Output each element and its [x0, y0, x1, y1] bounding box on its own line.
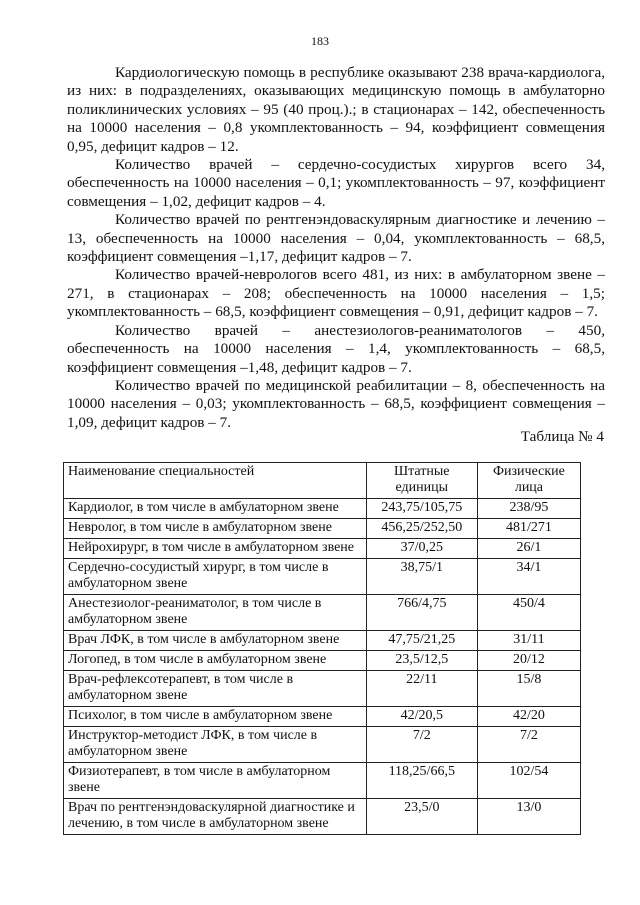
cell-staff-units: 38,75/1 — [366, 559, 477, 595]
cell-specialty: Нейрохирург, в том числе в амбулаторном звене — [64, 539, 367, 559]
cell-staff-units: 7/2 — [366, 727, 477, 763]
paragraph: Количество врачей по медицинской реабилитации – 8, обеспеченность на 10000 населения – 0,03; укомплектованность – 68,5, коэффициент совмещения – 1,09, дефицит кадров – 7. — [67, 376, 605, 431]
cell-staff-units: 23,5/12,5 — [366, 651, 477, 671]
table-row — [64, 519, 581, 539]
cell-persons: 238/95 — [477, 499, 580, 519]
table-row — [64, 559, 581, 595]
cell-specialty: Физиотерапевт, в том числе в амбулаторном звене — [64, 763, 367, 799]
page-number: 183 — [311, 34, 329, 48]
table-row — [64, 595, 581, 631]
cell-staff-units: 42/20,5 — [366, 707, 477, 727]
table-row — [64, 763, 581, 799]
cell-staff-units: 47,75/21,25 — [366, 631, 477, 651]
cell-persons: 481/271 — [477, 519, 580, 539]
body-text — [67, 64, 605, 432]
cell-staff-units: 766/4,75 — [366, 595, 477, 631]
paragraph: Количество врачей-неврологов всего 481, из них: в амбулаторном звене – 271, в стационарах – 208; обеспеченность на 10000 населения – 1,5; укомплектованность – 68,5, коэффициент совмещения – 0,91, дефицит кадров – 7. — [67, 266, 605, 321]
cell-staff-units: 118,25/66,5 — [366, 763, 477, 799]
cell-specialty: Инструктор-методист ЛФК, в том числе в амбулаторном звене — [64, 727, 367, 763]
cell-specialty: Логопед, в том числе в амбулаторном звене — [64, 651, 367, 671]
cell-specialty: Врач по рентгенэндоваскулярной диагностике и лечению, в том числе в амбулаторном звене — [64, 799, 367, 835]
staffing-table — [63, 462, 581, 835]
table-row — [64, 671, 581, 707]
header-specialty: Наименование специальностей — [64, 463, 367, 499]
header-persons: Физические лица — [477, 463, 580, 499]
table-row — [64, 499, 581, 519]
cell-persons: 450/4 — [477, 595, 580, 631]
paragraph: Количество врачей – сердечно-сосудистых хирургов всего 34, обеспеченность на 10000 населения – 0,1; укомплектованность – 97, коэффициент совмещения – 1,02, дефицит кадров – 4. — [67, 156, 605, 210]
table-row — [64, 799, 581, 835]
cell-specialty: Сердечно-сосудистый хирург, в том числе в амбулаторном звене — [64, 559, 367, 595]
cell-persons: 13/0 — [477, 799, 580, 835]
cell-staff-units: 243,75/105,75 — [366, 499, 477, 519]
cell-staff-units: 456,25/252,50 — [366, 519, 477, 539]
table-row — [64, 651, 581, 671]
table-body — [64, 499, 581, 835]
cell-persons: 20/12 — [477, 651, 580, 671]
table-header-row — [64, 463, 581, 499]
cell-persons: 31/11 — [477, 631, 580, 651]
cell-persons: 34/1 — [477, 559, 580, 595]
header-staff-units: Штатные единицы — [366, 463, 477, 499]
cell-persons: 15/8 — [477, 671, 580, 707]
table-row — [64, 539, 581, 559]
cell-persons: 42/20 — [477, 707, 580, 727]
cell-persons: 26/1 — [477, 539, 580, 559]
cell-staff-units: 22/11 — [366, 671, 477, 707]
table-caption: Таблица № 4 — [520, 428, 604, 445]
cell-persons: 102/54 — [477, 763, 580, 799]
cell-specialty: Врач-рефлексотерапевт, в том числе в амбулаторном звене — [64, 671, 367, 707]
paragraph: Кардиологическую помощь в республике оказывают 238 врача-кардиолога, из них: в подразделениях, оказывающих медицинскую помощь в амбулаторно поликлинических условиях – 95 (40 проц.).; в стационарах – 142, обеспеченность на 10000 населения – 0,8 укомплектованность – 94, коэффициент совмещения 0,95, дефицит кадров – 12. — [67, 64, 605, 155]
table-row — [64, 707, 581, 727]
cell-specialty: Психолог, в том числе в амбулаторном звене — [64, 707, 367, 727]
table-row — [64, 631, 581, 651]
cell-specialty: Анестезиолог-реаниматолог, в том числе в амбулаторном звене — [64, 595, 367, 631]
paragraph: Количество врачей по рентгенэндоваскулярным диагностике и лечению – 13, обеспеченность на 10000 населения – 0,04, укомплектованность – 68,5, коэффициент совмещения –1,17, дефицит кадров – 7. — [67, 211, 605, 266]
cell-staff-units: 23,5/0 — [366, 799, 477, 835]
cell-staff-units: 37/0,25 — [366, 539, 477, 559]
cell-specialty: Врач ЛФК, в том числе в амбулаторном звене — [64, 631, 367, 651]
paragraph: Количество врачей – анестезиологов-реаниматологов – 450, обеспеченность на 10000 населения – 1,4, укомплектованность – 68,5, коэффициент совмещения –1,48, дефицит кадров – 7. — [67, 321, 605, 376]
cell-specialty: Невролог, в том числе в амбулаторном звене — [64, 519, 367, 539]
cell-persons: 7/2 — [477, 727, 580, 763]
cell-specialty: Кардиолог, в том числе в амбулаторном звене — [64, 499, 367, 519]
table-row — [64, 727, 581, 763]
